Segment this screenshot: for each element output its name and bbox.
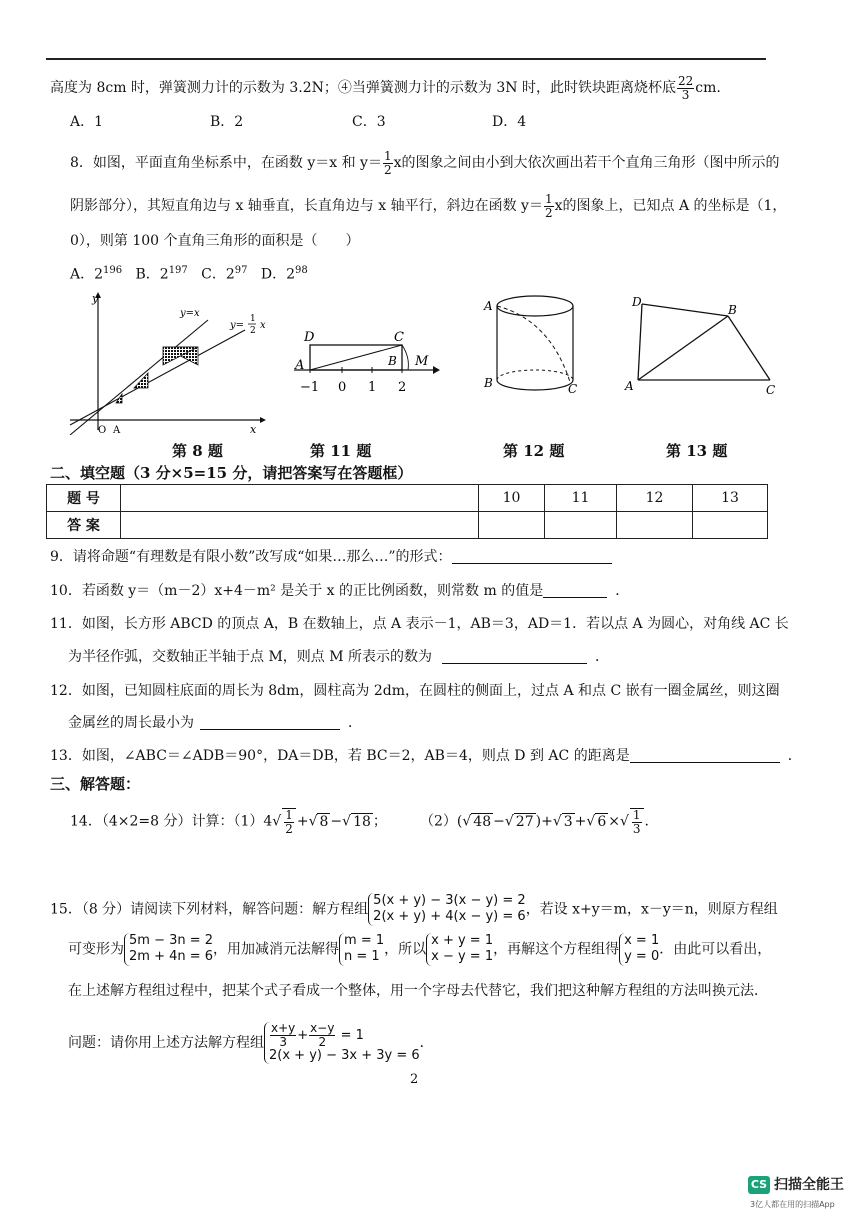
caption-fig8: 第 8 题 <box>172 442 223 460</box>
camscanner-logo-icon: CS <box>748 1176 770 1194</box>
q15-system-1: 5(x + y) − 3(x − y) = 2 2(x + y) + 4(x − y) = 6 <box>368 893 526 926</box>
answer-col-12: 12 <box>617 485 693 512</box>
fig8-y-label: y <box>92 292 99 305</box>
fig12-point-a: A <box>484 299 493 313</box>
answer-cell-10[interactable] <box>479 512 545 539</box>
q8-fraction-1: $\frac{1}{2}$ <box>383 149 392 177</box>
fig11-point-d: D <box>304 330 315 345</box>
q15-line1: 15．（8 分）请阅读下列材料，解答问题：解方程组5(x + y) − 3(x − y) = 2 2(x + y) + 4(x − y) = 6，若设 x+y＝m，x－y＝n，则原方程组 <box>50 893 778 925</box>
q14-part2: （2）(√ 48 −√ 27 )+√ 3 +√ 6 ×√ $\frac{1}{3}$ . <box>420 808 649 836</box>
figure-8 <box>60 290 270 435</box>
answer-cell-empty-1[interactable] <box>121 485 479 512</box>
answer-table-row-answers <box>47 512 768 539</box>
q15-system-3: m = 1 n = 1 <box>339 933 384 966</box>
fig11-tick-neg1: −1 <box>300 380 320 395</box>
fig11-point-c: C <box>394 330 404 345</box>
figure-11 <box>290 325 445 400</box>
fig8-origin-label: O <box>98 425 107 435</box>
q15-system-6: $\frac{x+y}{3}$ + $\frac{x-y}{2}$ = 1 2(x + y) − 3x + 3y = 6 <box>264 1022 420 1064</box>
q11-line2: 为半径作弧，交数轴正半轴于点 M，则点 M 所表示的数为 ． <box>68 649 610 665</box>
q15-system-4: x + y = 1 x − y = 1 <box>426 933 493 966</box>
q9: 9．请将命题“有理数是有限小数”改写成“如果…那么…”的形式： <box>50 550 612 564</box>
watermark-name: 扫描全能王 <box>774 1177 844 1193</box>
fig11-point-a: A <box>295 358 305 373</box>
fig8-line2-den: 2 <box>250 326 256 336</box>
answer-cell-9[interactable] <box>121 512 479 539</box>
answer-cell-13[interactable] <box>693 512 768 539</box>
answer-table-row2-label: 答 案 <box>47 512 121 539</box>
q7-continuation: 高度为 8cm 时，弹簧测力计的示数为 3.2N；④当弹簧测力计的示数为 3N 时，此时铁块距离烧杯底 $\frac{22}{3}$ cm. <box>50 74 721 102</box>
answer-col-10: 10 <box>479 485 545 512</box>
fig12-point-c: C <box>568 382 578 396</box>
fig11-tick-1: 1 <box>368 380 377 395</box>
fig8-line2-num: 1 <box>250 314 256 324</box>
fig13-point-b: B <box>728 303 737 317</box>
fig13-point-a: A <box>625 379 634 393</box>
fig8-line2-x: x <box>260 320 266 331</box>
figure-13 <box>620 292 790 402</box>
top-rule <box>46 58 766 60</box>
q8-line1: 8．如图，平面直角坐标系中，在函数 y＝x 和 y＝ $\frac{1}{2}$ x的图象之间由小到大依次画出若干个直角三角形（图中所示的 <box>70 149 780 177</box>
q8-line2: 阴影部分），其短直角边与 x 轴垂直，长直角边与 x 轴平行，斜边在函数 y＝ $\frac{1}{2}$ x的图象上，已知点 A 的坐标是（1， <box>70 192 787 220</box>
q13: 13．如图，∠ABC＝∠ADB＝90°，DA＝DB，若 BC＝2，AB＝4，则点 D 到 AC 的距离是 ． <box>50 748 802 764</box>
q10: 10．若函数 y＝（m－2）x+4－m² 是关于 x 的正比例函数，则常数 m 的值是 ． <box>50 583 630 599</box>
section3-title: 三、解答题： <box>50 775 141 793</box>
answer-table-row-numbers <box>47 485 768 512</box>
fig13-point-d: D <box>632 295 642 309</box>
fig8-point-a: A <box>113 425 121 435</box>
q7-fraction: $\frac{22}{3}$ <box>677 74 694 102</box>
fig11-tick-2: 2 <box>398 380 407 395</box>
fig8-line1-label: y=x <box>180 308 200 319</box>
fig11-tick-0: 0 <box>338 380 347 395</box>
q9-answer-blank[interactable] <box>452 550 612 564</box>
answer-cell-12[interactable] <box>617 512 693 539</box>
fig11-point-b: B <box>388 354 397 368</box>
q14: 14．（4×2=8 分）计算：（1）4√ $\frac{1}{2}$ +√ 8 −√ 18 ； <box>70 808 387 836</box>
q11-line1: 11．如图，长方形 ABCD 的顶点 A，B 在数轴上，点 A 表示－1，AB＝3，AD＝1．若以点 A 为圆心，对角线 AC 长 <box>50 616 789 632</box>
q11-answer-blank[interactable] <box>442 650 587 664</box>
q8-line3: 0），则第 100 个直角三角形的面积是（ ） <box>70 233 360 249</box>
q8-options: A．$2^{196}$ B．$2^{197}$ C．$2^{97}$ D．$2^{98}$ <box>70 265 308 283</box>
answer-table <box>46 484 768 539</box>
q14-p1-fraction: $\frac{1}{2}$ <box>282 808 296 835</box>
watermark-tagline: 3亿人都在用的扫描App <box>750 1200 835 1209</box>
q12-line2: 金属丝的周长最小为 ． <box>68 715 362 731</box>
fig12-point-b: B <box>484 376 493 390</box>
caption-fig11: 第 11 题 <box>310 442 372 460</box>
q7-option-b: B．2 <box>210 114 244 130</box>
answer-col-13: 13 <box>693 485 768 512</box>
fig8-x-label: x <box>250 423 257 435</box>
q15-line4: 问题：请你用上述方法解方程组 $\frac{x+y}{3}$ + $\frac{x-y}{2}$ = 1 2(x + y) − 3x + 3y = 6． <box>68 1021 434 1064</box>
fig11-point-m: M <box>415 354 429 369</box>
q7-option-c: C．3 <box>352 114 386 130</box>
q13-answer-blank[interactable] <box>630 749 780 763</box>
q15-line2: 可变形为5m − 3n = 2 2m + 4n = 6，用加减消元法解得m = 1 n = 1 ，所以x + y = 1 x − y = 1，再解这个方程组得x = 1 y = 0．由此可以看出， <box>68 933 772 965</box>
page-number: 2 <box>410 1072 419 1087</box>
q7-option-a: A．1 <box>70 114 104 130</box>
q8-fraction-2: $\frac{1}{2}$ <box>544 192 553 220</box>
q15-system-2: 5m − 3n = 2 2m + 4n = 6 <box>124 933 213 966</box>
q14-p2-fraction: $\frac{1}{3}$ <box>630 808 644 835</box>
caption-fig13: 第 13 题 <box>666 442 728 460</box>
fig8-line2-label: y= <box>230 320 245 331</box>
q12-line1: 12．如图，已知圆柱底面的周长为 8dm，圆柱高为 2dm，在圆柱的侧面上，过点 A 和点 C 嵌有一圈金属丝，则这圈 <box>50 683 780 699</box>
q15-line3: 在上述解方程组过程中，把某个式子看成一个整体，用一个字母去代替它，我们把这种解方程组的方法叫换元法． <box>68 983 768 999</box>
fig13-point-c: C <box>766 383 776 397</box>
section2-title: 二、填空题（3 分×5=15 分，请把答案写在答题框） <box>50 464 413 482</box>
answer-cell-11[interactable] <box>545 512 617 539</box>
q10-answer-blank[interactable] <box>543 584 607 598</box>
answer-col-11: 11 <box>545 485 617 512</box>
caption-fig12: 第 12 题 <box>503 442 565 460</box>
q15-system-5: x = 1 y = 0 <box>619 933 659 966</box>
q7-option-d: D．4 <box>492 114 527 130</box>
answer-table-row1-label: 题 号 <box>47 485 121 512</box>
q12-answer-blank[interactable] <box>200 716 340 730</box>
figure-12 <box>480 290 590 400</box>
